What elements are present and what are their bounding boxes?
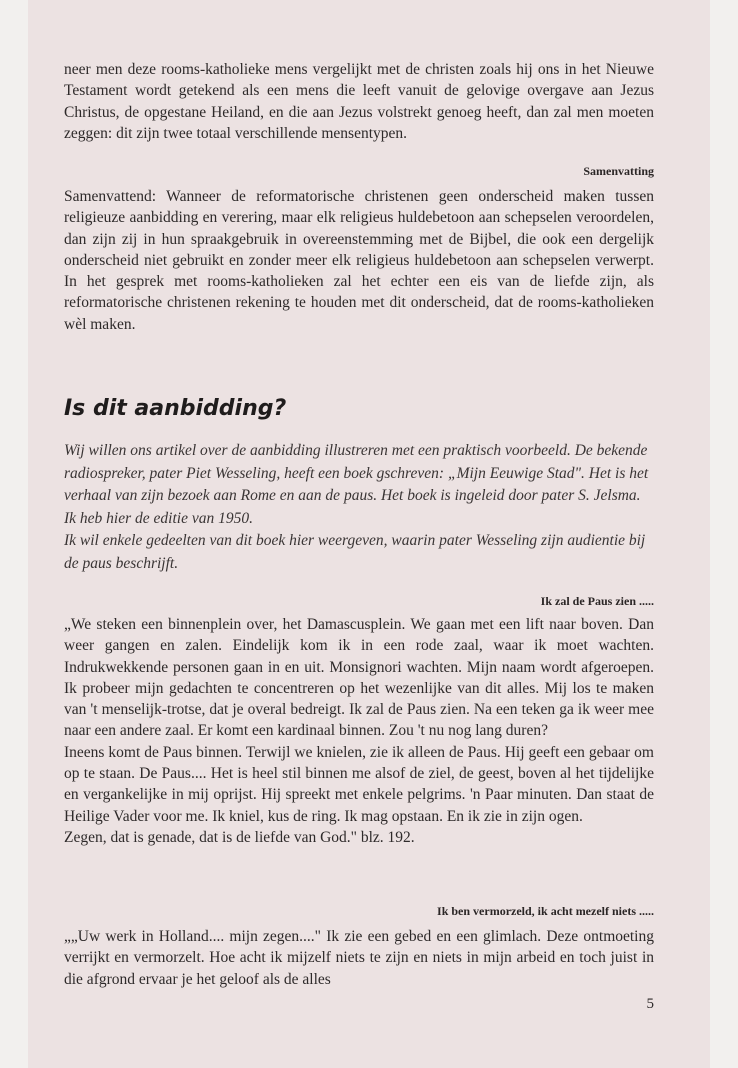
article-title: Is dit aanbidding?	[64, 396, 287, 421]
quote-paragraph: Ineens komt de Paus binnen. Terwijl we knielen, zie ik alleen de Paus. Hij geeft een gebaar om op te staan. De Paus.... Het is heel stil binnen me alsof de ziel, de geest, boven al het tijdelijke en vergankelijke in mij oprijst. Hij spreekt met enkele pelgrims. 'n Paar minuten. Dan staat de Heilige Vader voor me. Ik kniel, kus de ring. Ik mag opstaan. En ik zie in zijn ogen.	[64, 743, 654, 825]
quote-section-vermorzeld: „„Uw werk in Holland.... mijn zegen...." Ik zie een gebed en een glimlach. Deze ontmoeting verrijkt en vermorzelt. Hoe acht ik mijzelf niets te zijn en niets in mijn arbeid en toch juist in die afgrond ervaar je het geloof als de alles	[64, 928, 654, 988]
summary-paragraph: Samenvattend: Wanneer de reformatorische christenen geen onderscheid maken tussen religieuze aanbidding en verering, maar elk religieus huldebetoon aan schepselen veroordelen, dan zijn zij in hun spraakgebruik in overeenstemming met de Bijbel, die ook een dergelijk onderscheid niet gebruikt en zonder meer elk religieus huldebetoon aan schepselen verwerpt. In het gesprek met rooms-katholieken zal het echter een eis van de liefde zijn, als reformatorische christenen rekening te houden met dit onderscheid, dat de rooms-katholieken wèl maken.	[64, 188, 654, 333]
side-heading-samenvatting: Samenvatting	[583, 164, 654, 178]
quote-paragraph: „We steken een binnenplein over, het Damascusplein. We gaan met een lift naar boven. Dan weer gangen en zalen. Eindelijk kom ik in een rode zaal, waar ik moet wachten. Indrukwekkende personen gaan in en uit. Monsignori wachten. Mijn naam wordt afgeroepen. Ik probeer mijn gedachten te concentreren op het wezenlijke van dit alles. Mij los te maken van 't menselijk-trotse, dat je overal bedreigt. Ik zal de Paus zien. Na een teken ga ik weer mee naar een andere zaal. Er komt een kardinaal binnen. Zou 't nu nog lang duren?	[64, 616, 654, 740]
quote-paragraph: Zegen, dat is genade, dat is de liefde van God." blz. 192.	[64, 828, 415, 846]
intro-paragraph: Wij willen ons artikel over de aanbidding illustreren met een praktisch voorbeeld. De bekende radiospreker, pater Piet Wesseling, heeft een boek gschreven: „Mijn Eeuwige Stad". Het is het verhaal van zijn bezoek aan Rome en aan de paus. Het boek is ingeleid door pater S. Jelsma.	[64, 442, 649, 505]
side-heading-vermorzeld: Ik ben vermorzeld, ik acht mezelf niets .....	[437, 904, 654, 918]
side-heading-paus-zien: Ik zal de Paus zien .....	[540, 594, 654, 608]
intro-excerpts: Ik wil enkele gedeelten van dit boek hier weergeven, waarin pater Wesseling zijn audientie bij de paus beschrijft.	[64, 532, 646, 572]
intro-edition: Ik heb hier de editie van 1950.	[64, 509, 253, 527]
article-intro	[64, 440, 654, 576]
quote-section-paus	[64, 614, 654, 848]
top-paragraph: neer men deze rooms-katholieke mens vergelijkt met de christen zoals hij ons in het Nieuwe Testament wordt getekend als een mens die leeft vanuit de gelovige overgave aan Jezus Christus, de opgestane Heiland, en die aan Jezus volstrekt genoeg heeft, dan zal men moeten zeggen: dit zijn twee totaal verschillende mensentypen.	[64, 61, 654, 142]
page-number: 5	[646, 996, 654, 1012]
